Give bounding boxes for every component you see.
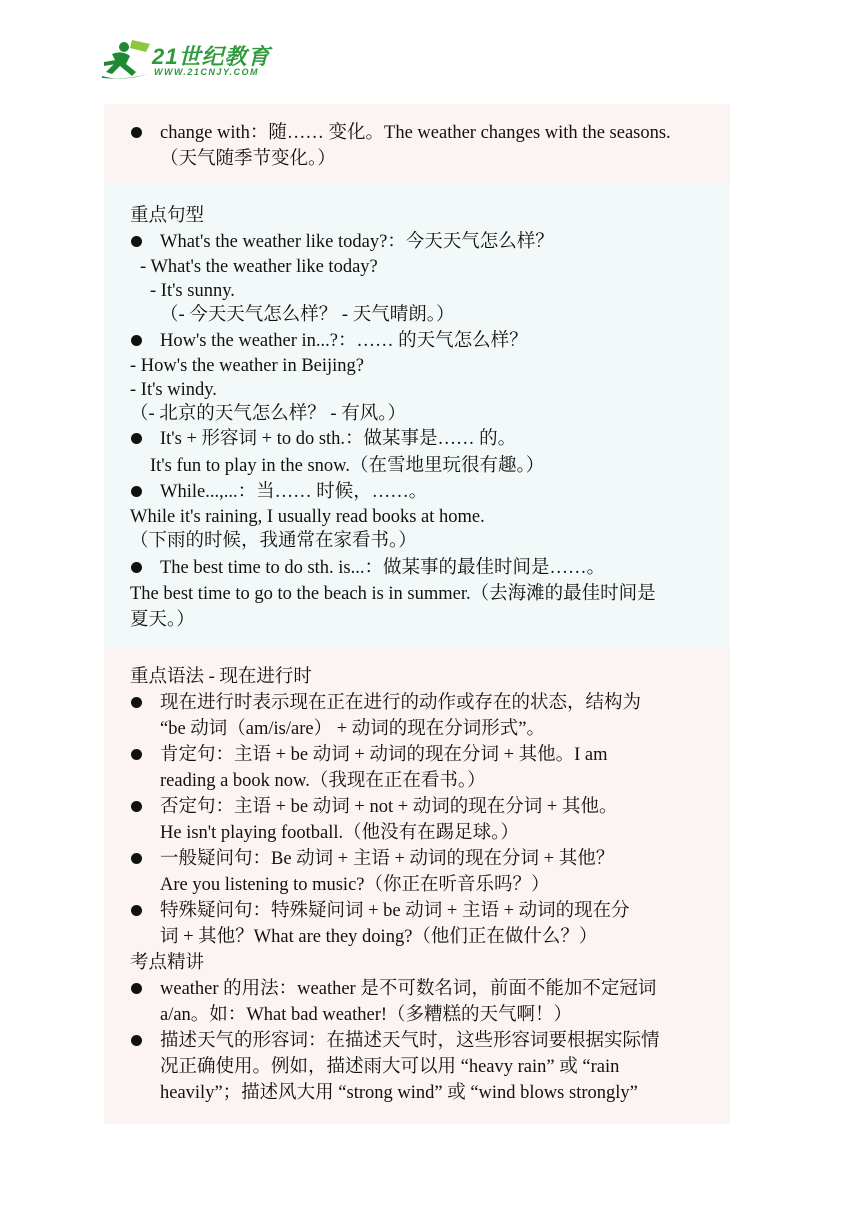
example-line: While it's raining, I usually read books at home. [130,507,485,527]
logo-url: WWW.21CNJY.COM [154,67,260,77]
bullet-icon [131,801,142,812]
bullet-icon [131,335,142,346]
vocab-item-line: （天气随季节变化。） [160,149,336,169]
vocab-item-line: change with：随…… 变化。The weather changes with the seasons. [160,123,671,143]
example-line: The best time to go to the beach is in summer.（去海滩的最佳时间是 [130,584,656,604]
bullet-icon [131,562,142,573]
pattern-line: It's + 形容词 + to do sth.：做某事是…… 的。 [160,429,517,449]
example-line: （- 今天天气怎么样？ - 天气晴朗。） [160,305,455,325]
bullet-icon [131,236,142,247]
bullet-icon [131,749,142,760]
bullet-icon [131,1035,142,1046]
example-line: （- 北京的天气怎么样？ - 有风。） [130,404,406,424]
section-heading: 重点句型 [130,206,205,226]
subsection-heading: 考点精讲 [130,953,205,973]
pattern-line: What's the weather like today?：今天天气怎么样？ [160,232,554,252]
example-line: - What's the weather like today? [140,257,378,277]
bullet-icon [131,853,142,864]
logo-name: 21世纪教育 [152,44,271,69]
pattern-line: While...,...：当…… 时候，……。 [160,482,428,502]
example-line: （下雨的时候，我通常在家看书。） [130,531,417,551]
pattern-line: The best time to do sth. is...：做某事的最佳时间是……。 [160,558,606,578]
grammar-line: 现在进行时表示现在正在进行的动作或存在的状态，结构为 [160,693,642,713]
grammar-line: “be 动词（am/is/are） + 动词的现在分词形式”。 [160,719,545,739]
grammar-line: He isn't playing football.（他没有在踢足球。） [160,823,519,843]
grammar-line: 否定句：主语 + be 动词 + not + 动词的现在分词 + 其他。 [160,797,618,817]
bullet-icon [131,433,142,444]
grammar-line: 特殊疑问句：特殊疑问词 + be 动词 + 主语 + 动词的现在分 [160,901,630,921]
grammar-line: Are you listening to music?（你正在听音乐吗？） [160,875,550,895]
keypoint-line: 况正确使用。例如，描述雨大可以用 “heavy rain” 或 “rain [160,1057,620,1077]
example-line: 夏天。） [130,610,195,630]
grammar-line: 肯定句：主语 + be 动词 + 动词的现在分词 + 其他。I am [160,745,608,765]
keypoint-line: weather 的用法：weather 是不可数名词，前面不能加不定冠词 [160,979,657,999]
bullet-icon [131,486,142,497]
grammar-line: 一般疑问句：Be 动词 + 主语 + 动词的现在分词 + 其他？ [160,849,615,869]
example-line: - How's the weather in Beijing? [130,356,365,376]
example-line: - It's sunny. [150,281,235,301]
example-line: It's fun to play in the snow.（在雪地里玩很有趣。） [150,456,545,476]
keypoint-line: heavily”；描述风大用 “strong wind” 或 “wind blows strongly” [160,1083,638,1103]
bullet-icon [131,697,142,708]
bullet-icon [131,983,142,994]
example-line: - It's windy. [130,380,217,400]
keypoint-line: a/an。如：What bad weather!（多糟糕的天气啊！） [160,1005,573,1025]
section-heading: 重点语法 - 现在进行时 [130,667,312,687]
grammar-line: reading a book now.（我现在正在看书。） [160,771,486,791]
site-logo [102,38,272,84]
keypoint-line: 描述天气的形容词：在描述天气时，这些形容词要根据实际情 [160,1031,660,1051]
bullet-icon [131,127,142,138]
pattern-line: How's the weather in...?：…… 的天气怎么样？ [160,331,528,351]
runner-icon [102,38,154,80]
grammar-line: 词 + 其他？What are they doing?（他们正在做什么？） [160,927,598,947]
bullet-icon [131,905,142,916]
